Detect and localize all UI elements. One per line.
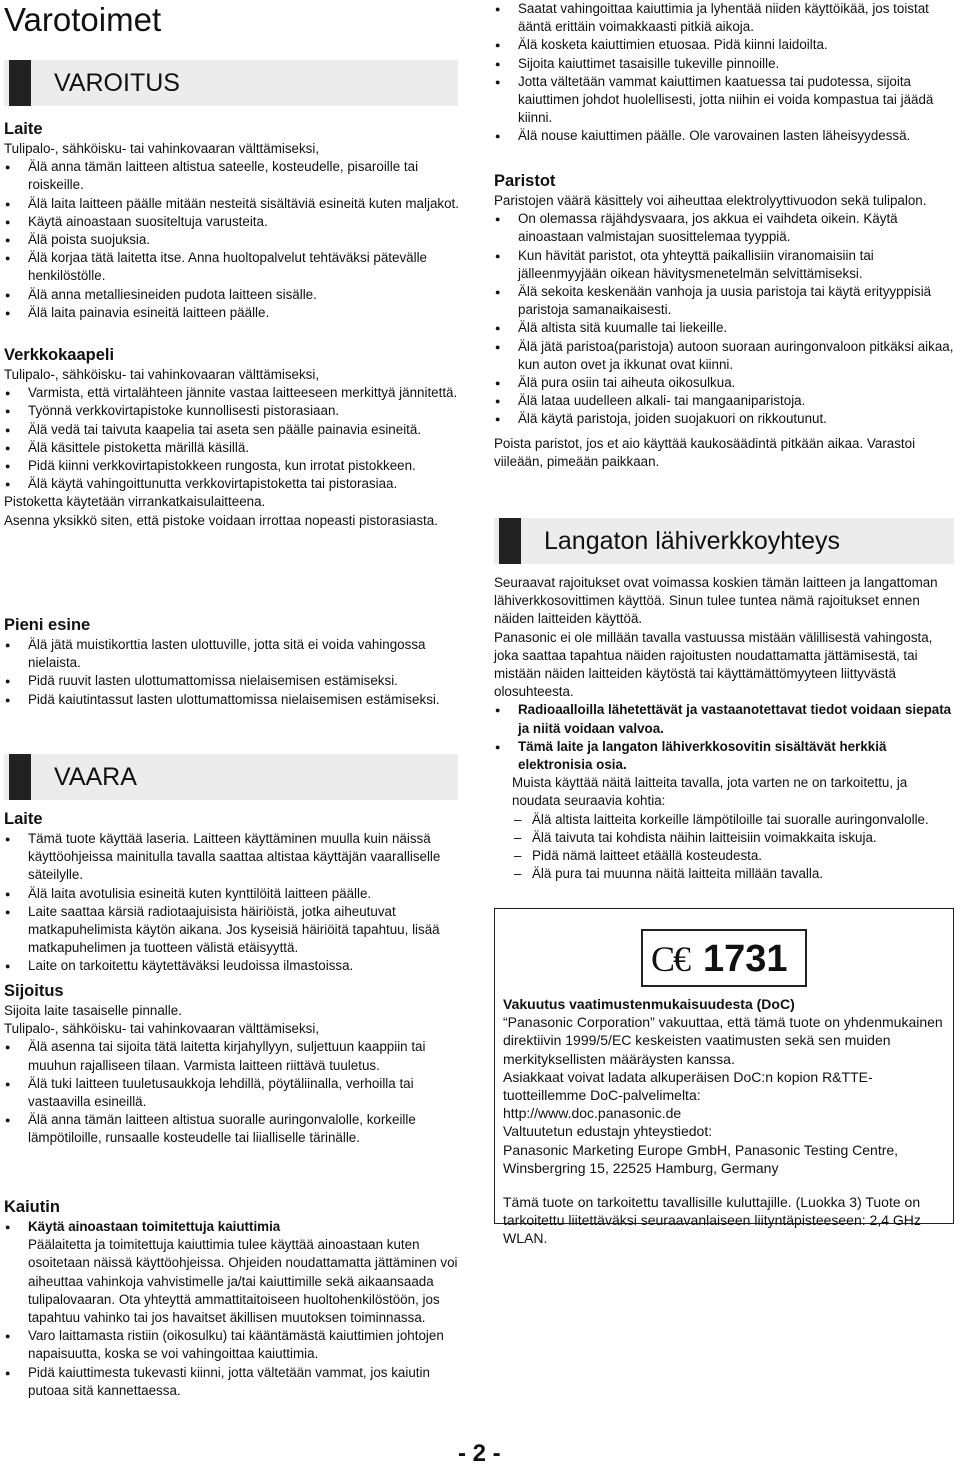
section-title: Sijoitus bbox=[4, 982, 64, 1000]
declaration-title: Vakuutus vaatimustenmukaisuudesta (DoC) bbox=[503, 996, 795, 1012]
warning-list bbox=[494, 0, 954, 146]
warning-heading-box bbox=[4, 60, 458, 106]
section-sijoitus bbox=[4, 980, 466, 1148]
list-item: – Älä taivuta tai kohdista näihin laitteisiin voimakkaita iskuja. bbox=[512, 829, 954, 847]
list-item: ● Älä asenna tai sijoita tätä laitetta kirjahyllyyn, suljettuun kaappiin tai muuhun rajalliseen tilaan. Varmista laitteen riittävä tuuletus. bbox=[4, 1038, 466, 1074]
wireless-heading-box bbox=[494, 518, 954, 564]
section-title: Paristot bbox=[494, 172, 556, 190]
section-laite-danger bbox=[4, 808, 466, 976]
declaration-line: Asiakkaat voivat ladata alkuperäisen DoC:n kopion R&TTE-tuotteillemme DoC-palvelimelta: bbox=[503, 1068, 873, 1104]
list-item: ● Kun hävität paristot, ota yhteyttä paikallisiin viranomaisiin tai jälleenmyyjään oikean hävitysmenetelmän selvittämiseksi. bbox=[494, 247, 954, 283]
danger-heading: VAARA bbox=[54, 763, 137, 791]
heading-bar bbox=[9, 754, 31, 800]
list-item: ● Työnnä verkkovirtapistoke kunnollisesti pistorasiaan. bbox=[4, 402, 466, 420]
item-bold-lead: ● Käytä ainoastaan toimitettuja kaiuttimia bbox=[28, 1219, 281, 1234]
list-item: ● Tämä laite ja langaton lähiverkkosovitin sisältävät herkkiä elektronisia osia. bbox=[494, 738, 954, 774]
list-item: ● Varo laittamasta ristiin (oikosulku) tai kääntämästä kaiuttimien johtojen napaisuutta, koska se voi vahingoittaa kaiuttimia. bbox=[4, 1327, 466, 1363]
list-item: ● Pidä kiinni verkkovirtapistokkeen rungosta, kun irrotat pistokkeen. bbox=[4, 457, 466, 475]
list-item: ● Älä jätä muistikorttia lasten ulottuville, jotta sitä ei voida vahingossa nielaista. bbox=[4, 636, 466, 672]
list-item: ● Älä laita avotulisia esineitä kuten kynttilöitä laitteen päälle. bbox=[4, 885, 466, 903]
list-item: ● Älä poista suojuksia. bbox=[4, 231, 466, 249]
list-item: ● Varmista, että virtalähteen jännite vastaa laitteeseen merkittyä jännitettä. bbox=[4, 384, 466, 402]
list-item: ● Älä pura osiin tai aiheuta oikosulkua. bbox=[494, 374, 954, 392]
list-item: ● Pidä ruuvit lasten ulottumattomissa nielaisemisen estämiseksi. bbox=[4, 672, 466, 690]
list-item: ● Saatat vahingoittaa kaiuttimia ja lyhentää niiden käyttöikää, jos toistat ääntä erittäin voimakkaasti pitkiä aikoja. bbox=[494, 0, 954, 36]
list-item: ● Älä nouse kaiuttimen päälle. Ole varovainen lasten läheisyydessä. bbox=[494, 127, 954, 145]
section-laite bbox=[4, 118, 466, 322]
list-item: ● Älä käytä vahingoittunutta verkkovirtapistoketta tai pistorasiaa. bbox=[4, 475, 466, 493]
declaration-line: Valtuutetun edustajn yhteystiedot: bbox=[503, 1123, 713, 1140]
section-paristot bbox=[494, 170, 954, 471]
paragraph: Panasonic ei ole millään tavalla vastuussa mistään välillisestä vahingosta, joka saattaa tapahtua näiden rajoitusten noudattamatta jättämisestä, tai mistään näiden laitteiden käytöstä tai käyttämättömyyteen liittyvästä olosuhteesta. bbox=[494, 629, 933, 700]
section-intro: Tulipalo-, sähköisku- tai vahinkovaaran välttämiseksi, bbox=[4, 1021, 320, 1037]
section-title: Laite bbox=[4, 120, 43, 138]
section-verkkokaapeli bbox=[4, 344, 466, 530]
section-intro: Tulipalo-, sähköisku- tai vahinkovaaran välttämiseksi, bbox=[4, 367, 320, 382]
ce-mark bbox=[641, 929, 807, 987]
page-number: - 2 - bbox=[458, 1440, 501, 1467]
page-title: Varotoimet bbox=[4, 1, 162, 38]
list-item: ● Laite on tarkoitettu käytettäväksi leudoissa ilmastoissa. bbox=[4, 957, 466, 975]
section-intro: Tulipalo-, sähköisku- tai vahinkovaaran välttämiseksi, bbox=[4, 141, 320, 156]
ce-icon: C€ bbox=[651, 939, 690, 979]
list-item: ● Pidä kaiuttimesta tukevasti kiinni, jotta vältetään vammat, jos kaiutin putoaa sitä kannettaessa. bbox=[4, 1364, 466, 1400]
declaration-line: Panasonic Marketing Europe GmbH, Panasonic Testing Centre, Winsbergring 15, 22525 Hamburg, Germany bbox=[503, 1141, 899, 1176]
warning-list bbox=[4, 384, 466, 493]
declaration-url: http://www.doc.panasonic.de bbox=[503, 1105, 682, 1122]
section-title: Kaiutin bbox=[4, 1198, 60, 1216]
declaration-line: “Panasonic Corporation” vakuuttaa, että tämä tuote on yhdenmukainen direktiivin 1999/5/EC keskeisten vaatimusten sekä sen muiden merkityksellisten määräysten kanssa. bbox=[503, 1014, 943, 1067]
danger-heading-box bbox=[4, 754, 458, 800]
warning-list bbox=[4, 1218, 466, 1400]
warning-list bbox=[494, 210, 954, 428]
wireless-heading: Langaton lähiverkkoyhteys bbox=[544, 527, 841, 555]
heading-bar bbox=[9, 60, 31, 106]
list-item: ● Älä kosketa kaiuttimien etuosaa. Pidä kiinni laidoilta. bbox=[494, 36, 954, 54]
list-item: ● Sijoita kaiuttimet tasaisille tukeville pinnoille. bbox=[494, 55, 954, 73]
section-kaiutin bbox=[4, 1196, 466, 1400]
declaration-box bbox=[494, 908, 954, 1247]
list-item: ● Älä käytä paristoja, joiden suojakuori on rikkoutunut. bbox=[494, 410, 954, 428]
notified-body-number: 1731 bbox=[703, 938, 788, 980]
list-item: ● Jotta vältetään vammat kaiuttimen kaatuessa tai pudotessa, sijoita kaiuttimen johdot huolellisesti, jotta niihin ei voida kompastua tai jäädä kiinni. bbox=[494, 73, 954, 128]
list-item: – Älä altista laitteita korkeille lämpötiloille tai suoralle auringonvalolle. bbox=[512, 811, 954, 829]
sub-intro: Muista käyttää näitä laitteita tavalla, jota varten ne on tarkoitettu, ja noudata seuraavia kohtia: bbox=[512, 775, 908, 809]
list-item: – Älä pura tai muunna näitä laitteita millään tavalla. bbox=[512, 865, 954, 883]
section-intro: Paristojen väärä käsittely voi aiheuttaa elektrolyyttivuodon sekä tulipalon. bbox=[494, 193, 927, 208]
list-item: ● Älä lataa uudelleen alkali- tai mangaaniparistoja. bbox=[494, 392, 954, 410]
section-text: Sijoita laite tasaiselle pinnalle. bbox=[4, 1003, 182, 1018]
wireless-list bbox=[494, 701, 954, 774]
paragraph: Seuraavat rajoitukset ovat voimassa koskien tämän laitteen ja langattoman lähiverkkosovittimen käyttöä. Sinun tulee tuntea nämä rajoitukset ennen näiden laitteiden käyttöä. bbox=[494, 575, 938, 627]
list-item: ● Älä laita laitteen päälle mitään nesteitä sisältäviä esineitä kuten maljakot. bbox=[4, 195, 466, 213]
list-item: ● Älä jätä paristoa(paristoja) autoon suoraan auringonvaloon pitkäksi aikaa, kun auton ovet ja ikkunat ovat kiinni. bbox=[494, 338, 954, 374]
speaker-continued bbox=[494, 0, 954, 146]
list-item: ● Älä käsittele pistoketta märillä käsillä. bbox=[4, 439, 466, 457]
list-item: ● Tämä tuote käyttää laseria. Laitteen käyttäminen muulla kuin näissä käyttöohjeissa mainitulla tavalla saattaa altistaa käyttäjän vaaralliselle säteilylle. bbox=[4, 830, 466, 885]
section-wireless bbox=[494, 574, 954, 883]
dash-list bbox=[494, 811, 954, 884]
list-item: ● Älä anna tämän laitteen altistua suoralle auringonvalolle, korkeille lämpötiloille, runsaalle kosteudelle tai liialliselle tärinälle. bbox=[4, 1111, 466, 1147]
list-item bbox=[4, 1218, 466, 1327]
warning-list bbox=[4, 1038, 466, 1147]
list-item: ● On olemassa räjähdysvaara, jos akkua ei vaihdeta oikein. Käytä ainoastaan valmistajan suosittelemaa tyyppiä. bbox=[494, 210, 954, 246]
list-item: ● Laite saattaa kärsiä radiotaajuisista häiriöistä, jotka aiheutuvat matkapuhelimista käytön aikana. Jos kyseisiä häiriöitä tapahtuu, lisää matkapuhelimen ja tuotteen välistä etäisyyttä. bbox=[4, 903, 466, 958]
section-pieni-esine bbox=[4, 614, 466, 709]
declaration-footer: Tämä tuote on tarkoitettu tavallisille kuluttajille. (Luokka 3) Tuote on tarkoitettu liitettäväksi seuraavanlaiseen liityntäpisteeseen: 2,4 GHz WLAN. bbox=[503, 1194, 921, 1247]
warning-heading: VAROITUS bbox=[54, 69, 180, 97]
list-item: ● Radioaalloilla lähetettävät ja vastaanotettavat tiedot voidaan siepata ja niitä voidaan valvoa. bbox=[494, 701, 954, 737]
declaration-text bbox=[503, 995, 947, 1248]
list-item: – Pidä nämä laitteet etäällä kosteudesta. bbox=[512, 847, 954, 865]
section-title: Pieni esine bbox=[4, 616, 91, 634]
item-text: Päälaitetta ja toimitettuja kaiuttimia tulee käyttää ainoastaan kuten osoitetaan näissä käyttöohjeissa. Ohjeiden noudattamatta jättäminen voi aiheuttaa vahinkoja vahvistimelle ja/tai kaiuttimille sekä aikaansaada tulipalovaaran. Ota yhteyttä ammattitaitoiseen huoltohenkilöstöön, jos tapahtuu vahinko tai jos havaitset äkillisen muutoksen toiminnassa. bbox=[28, 1237, 458, 1326]
section-outro: Poista paristot, jos et aio käyttää kaukosäädintä pitkään aikaa. Varastoi viileään, pimeään paikkaan. bbox=[494, 435, 916, 469]
list-item: ● Älä anna tämän laitteen altistua sateelle, kosteudelle, pisaroille tai roiskeille. bbox=[4, 158, 466, 194]
warning-list bbox=[4, 830, 466, 976]
list-item: ● Älä korjaa tätä laitetta itse. Anna huoltopalvelut tehtäväksi pätevälle henkilöstölle. bbox=[4, 249, 466, 285]
list-item: ● Älä anna metalliesineiden pudota laitteen sisälle. bbox=[4, 286, 466, 304]
list-item: ● Älä tuki laitteen tuuletusaukkoja lehdillä, pöytäliinalla, verhoilla tai vastaavilla esineillä. bbox=[4, 1075, 466, 1111]
heading-bar bbox=[499, 518, 521, 564]
note: Asenna yksikkö siten, että pistoke voidaan irrottaa nopeasti pistorasiasta. bbox=[4, 512, 438, 528]
note: Pistoketta käytetään virrankatkaisulaitteena. bbox=[4, 494, 266, 510]
list-item: ● Älä sekoita keskenään vanhoja ja uusia paristoja tai käytä erityyppisiä paristoja samanaikaisesti. bbox=[494, 283, 954, 319]
list-item: ● Pidä kaiutintassut lasten ulottumattomissa nielaisemisen estämiseksi. bbox=[4, 691, 466, 709]
section-title: Laite bbox=[4, 810, 43, 828]
list-item: ● Älä laita painavia esineitä laitteen päälle. bbox=[4, 304, 466, 322]
list-item: ● Älä altista sitä kuumalle tai liekeille. bbox=[494, 319, 954, 337]
warning-list bbox=[4, 636, 466, 709]
list-item: ● Älä vedä tai taivuta kaapelia tai aseta sen päälle painavia esineitä. bbox=[4, 421, 466, 439]
section-title: Verkkokaapeli bbox=[4, 346, 115, 364]
warning-list bbox=[4, 158, 466, 322]
list-item: ● Käytä ainoastaan suositeltuja varusteita. bbox=[4, 213, 466, 231]
